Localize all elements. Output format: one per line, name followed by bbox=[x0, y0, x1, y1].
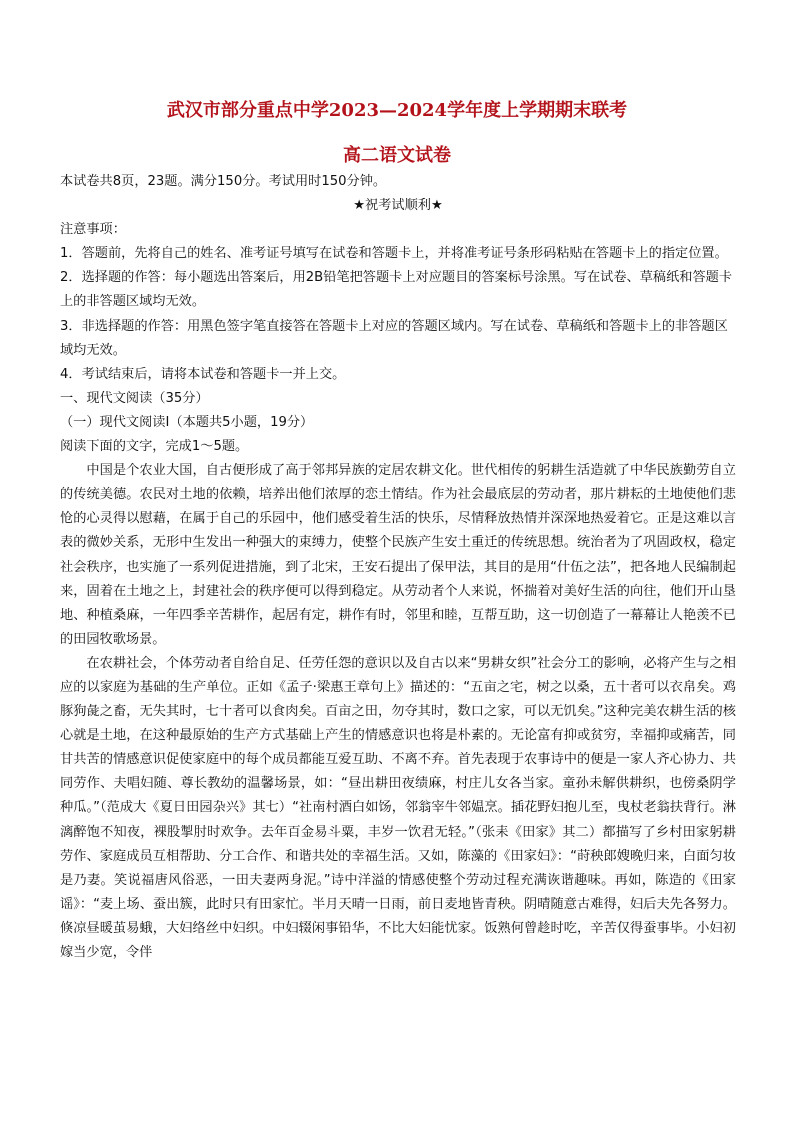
exam-body bbox=[60, 170, 736, 965]
note-item: 3．非选择题的作答：用黑色签字笔直接答在答题卡上对应的答题区域内。写在试卷、草稿纸和答题卡上的非答题区域均无效。 bbox=[60, 318, 728, 358]
section-heading: 一、现代文阅读（35分） bbox=[60, 390, 209, 406]
passage-paragraph: 中国是个农业大国，自古便形成了高于邻邦异族的定居农耕文化。世代相传的躬耕生活造就了中华民族勤劳自立的传统美德。农民对土地的依赖，培养出他们浓厚的恋土情结。作为社会最底层的劳动者，那片耕耘的土地使他们悲怆的心灵得以慰藉，在属于自己的乐园中，他们感受着生活的快乐，尽情释放热情并深深地热爱着它。正是这难以言表的微妙关系，无形中生发出一种强大的束缚力，使整个民族产生安土重迁的传统思想。统治者为了巩固政权，稳定社会秩序，也实施了一系列促进措施，到了北宋，王安石提出了保甲法，其目的是用“什伍之法”，把各地人民编制起来，固着在土地之上，封建社会的秩序便可以得到稳定。从劳动者个人来说，怀揣着对美好生活的向往，他们开山垦地、种植桑麻，一年四季辛苦耕作，起居有定，耕作有时，邻里和睦，互帮互助，这一切创造了一幕幕让人艳羡不已的田园牧歌场景。 bbox=[60, 463, 736, 647]
note-item: 4．考试结束后，请将本试卷和答题卡一并上交。 bbox=[60, 366, 346, 382]
exam-subtitle: 高二语文试卷 bbox=[343, 145, 451, 166]
sub-section-heading: （一）现代文阅读Ⅰ（本题共5小题，19分） bbox=[60, 414, 314, 430]
reading-instruction: 阅读下面的文字，完成1～5题。 bbox=[60, 439, 249, 455]
exam-intro: 本试卷共8页，23题。满分150分。考试用时150分钟。 bbox=[60, 174, 387, 189]
passage-paragraph: 在农耕社会，个体劳动者自给自足、任劳任怨的意识以及自古以来“男耕女织”社会分工的影响，必将产生与之相应的以家庭为基础的生产单位。正如《孟子·梁惠王章句上》描述的：“五亩之宅，树之以桑，五十者可以衣帛矣。鸡豚狗彘之畜，无失其时，七十者可以食肉矣。百亩之田，勿夺其时，数口之家，可以无饥矣。”这种完美农耕生活的核心就是土地，在这种最原始的生产方式基础上产生的情感意识也将是朴素的。无论富有抑或贫穷，幸福抑或痛苦，同甘共苦的情感意识促使家庭中的每个成员都能互爱互助、不离不弃。首先表现于农事诗中的便是一家人齐心协力、共同劳作、夫唱妇随、尊长教幼的温馨场景，如：“昼出耕田夜绩麻，村庄儿女各当家。童孙未解供耕织，也傍桑阴学种瓜。”（范成大《夏日田园杂兴》其七）“社南村酒白如饧，邻翁宰牛邻媪烹。插花野妇抱儿至，曳杖老翁扶背行。淋漓醉饱不知夜，裸股掣肘时欢争。去年百金易斗粟，丰岁一饮君无轻。”（张耒《田家》其二）都描写了乡村田家躬耕劳作、家庭成员互相帮助、分工合作、和谐共处的幸福生活。又如，陈藻的《田家妇》：“莳秧郎嫂晚归来，白面匀妆是乃妻。笑说福唐风俗恶，一田夫妻两身泥。”诗中洋溢的情感使整个劳动过程充满诙谐趣味。再如，陈造的《田家谣》：“麦上场、蚕出簇，此时只有田家忙。半月天晴一日雨，前日麦地皆青秧。阴晴随意古难得，妇后夫先各努力。倏凉昼暖茧易蛾，大妇络丝中妇织。中妇辍闲事铅华，不比大妇能忧家。饭熟何曾趁时吃，辛苦仅得蚕事毕。小妇初嫁当少宽，令伴 bbox=[60, 655, 736, 960]
exam-title: 武汉市部分重点中学2023—2024学年度上学期期末联考 bbox=[166, 100, 628, 121]
note-item: 2．选择题的作答：每小题选出答案后，用2B铅笔把答题卡上对应题目的答案标号涂黑。写在试卷、草稿纸和答题卡上的非答题区域均无效。 bbox=[60, 270, 733, 310]
wish-line: ★祝考试顺利★ bbox=[353, 198, 443, 214]
notes-heading: 注意事项： bbox=[60, 222, 126, 238]
note-item: 1．答题前，先将自己的姓名、准考证号填写在试卷和答题卡上，并将准考证号条形码粘贴在答题卡上的指定位置。 bbox=[60, 246, 728, 262]
